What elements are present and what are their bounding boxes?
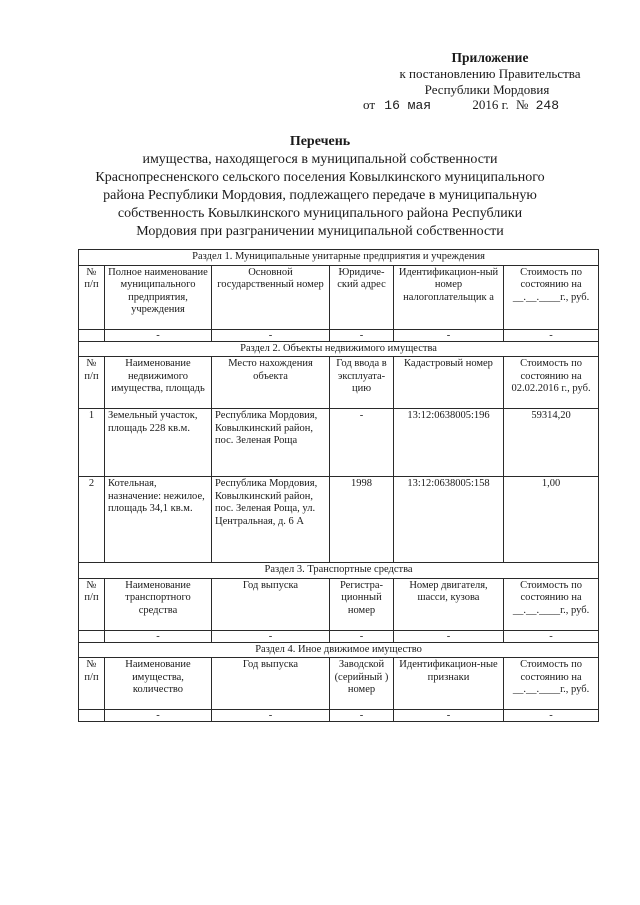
table-cell: - [212,329,330,341]
table-cell: - [394,329,504,341]
property-register-table [78,249,599,722]
title-line: имущества, находящегося в муниципальной собственности [142,152,498,167]
table-cell: 13:12:0638005:196 [394,409,504,477]
column-header: Регистра-ционный номер [330,578,394,630]
table-row [79,630,599,642]
table-cell: 1998 [330,477,394,563]
column-header: Наименование имущества, количество [105,658,212,710]
column-header: Год выпуска [212,658,330,710]
title-heading: Перечень [289,134,351,149]
column-header: Год ввода в эксплуата-цию [330,357,394,409]
table-cell [79,329,105,341]
table-cell: - [504,630,599,642]
table-cell: - [330,329,394,341]
table-cell: 2 [79,477,105,563]
appendix-line: к постановлению Правительства [399,66,581,81]
table-cell: 1 [79,409,105,477]
column-header: Основной государственный номер [212,265,330,329]
column-header: Наименование недвижимого имущества, площадь [105,357,212,409]
section-title: Раздел 1. Муниципальные унитарные предприятия и учреждения [79,250,599,266]
table-cell: - [330,630,394,642]
table-cell: - [212,630,330,642]
decree-number: 248 [535,98,560,113]
column-header: Стоимость по состоянию на __.__.____г., руб. [504,578,599,630]
table-cell: 13:12:0638005:158 [394,477,504,563]
date-day: 16 мая [384,98,432,113]
section-title: Раздел 2. Объекты недвижимого имущества [79,341,599,357]
column-header: № п/п [79,658,105,710]
section-title: Раздел 3. Транспортные средства [79,563,599,579]
appendix-block [380,50,600,98]
column-header: Стоимость по состоянию на 02.02.2016 г., руб. [504,357,599,409]
column-header: Стоимость по состоянию на __.__.____г., руб. [504,658,599,710]
table-cell [79,710,105,722]
table-cell: - [105,710,212,722]
column-header: Кадастровый номер [394,357,504,409]
column-header: Место нахождения объекта [212,357,330,409]
table-row [79,477,599,563]
column-header: Стоимость по состоянию на __.__.____г., руб. [504,265,599,329]
document-title [80,133,560,241]
table-cell: - [394,710,504,722]
title-line: собственность Ковылкинского муниципального района Республики [117,206,523,221]
section-title: Раздел 4. Иное движимое имущество [79,642,599,658]
column-header: Полное наименование муниципального предприятия, учреждения [105,265,212,329]
table-cell: - [105,329,212,341]
table-cell: 1,00 [504,477,599,563]
column-header: Идентификацион-ный номер налогоплательщик а [394,265,504,329]
column-header: Юридиче-ский адрес [330,265,394,329]
table-cell: Земельный участок, площадь 228 кв.м. [105,409,212,477]
table-cell: Республика Мордовия, Ковылкинский район, пос. Зеленая Роща [212,409,330,477]
table-row [79,409,599,477]
table-cell: - [212,710,330,722]
table-row [79,710,599,722]
title-line: Краснопресненского сельского поселения Ковылкинского муниципального [95,170,545,185]
column-header: № п/п [79,578,105,630]
date-year: 2016 г. [472,97,509,112]
table-cell: Котельная, назначение: нежилое, площадь 34,1 кв.м. [105,477,212,563]
table-cell: - [330,409,394,477]
appendix-heading: Приложение [451,50,529,65]
column-header: Идентификацион-ные признаки [394,658,504,710]
table-cell: - [394,630,504,642]
title-line: района Республики Мордовия, подлежащего передаче в муниципальную [103,188,537,203]
table-cell [79,630,105,642]
column-header: № п/п [79,357,105,409]
table-cell: Республика Мордовия, Ковылкинский район, пос. Зеленая Роща, ул. Центральная, д. 6 А [212,477,330,563]
number-sign: № [515,97,529,112]
table-cell: 59314,20 [504,409,599,477]
column-header: № п/п [79,265,105,329]
table-cell: - [105,630,212,642]
column-header: Номер двигателя, шасси, кузова [394,578,504,630]
table-row [79,329,599,341]
title-line: Мордовия при разграничении муниципальной собственности [136,224,504,239]
table-cell: - [504,710,599,722]
table-cell: - [330,710,394,722]
column-header: Год выпуска [212,578,330,630]
appendix-line: Республики Мордовия [424,82,550,97]
date-prefix: от [363,97,376,112]
column-header: Наименование транспортного средства [105,578,212,630]
table-cell: - [504,329,599,341]
column-header: Заводской (серийный ) номер [330,658,394,710]
decree-date-line [363,97,559,113]
